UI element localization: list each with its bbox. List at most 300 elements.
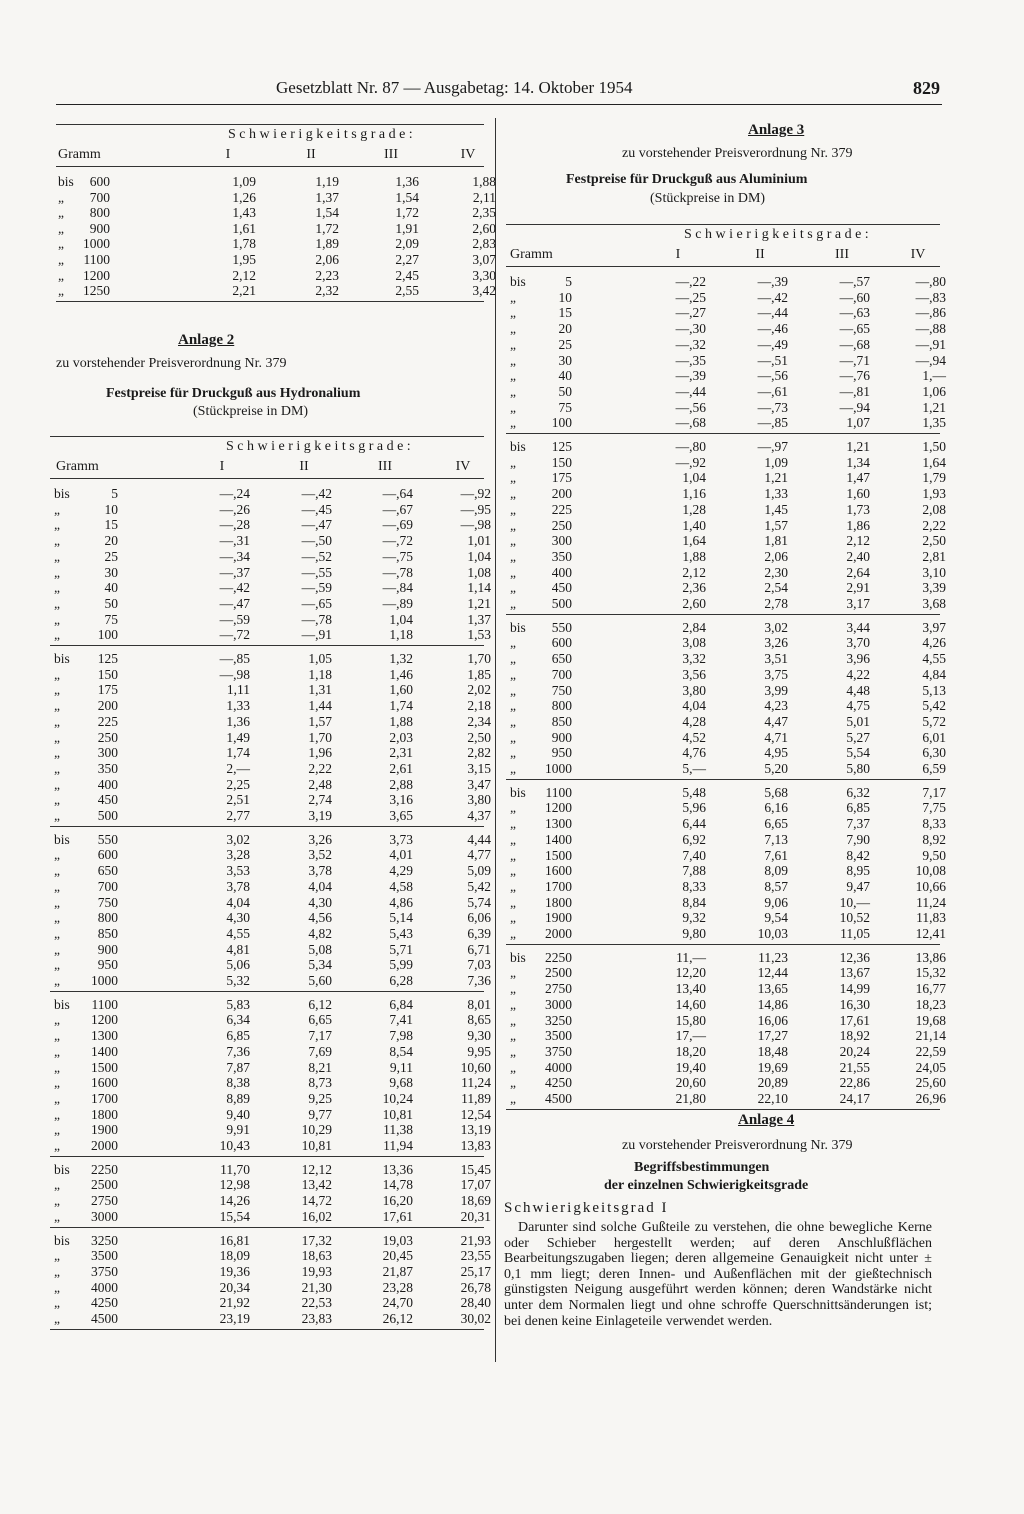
price-cell: —,35 <box>675 352 706 368</box>
price-cell: 13,86 <box>915 949 946 965</box>
price-cell: 21,92 <box>219 1295 250 1311</box>
price-cell: —,26 <box>219 501 250 517</box>
price-cell: 15,54 <box>219 1208 250 1224</box>
price-cell: —,71 <box>839 352 870 368</box>
group-rule <box>50 826 484 827</box>
price-cell: 6,71 <box>467 941 491 957</box>
price-cell: 1,57 <box>308 713 332 729</box>
weight-prefix: „ <box>54 910 60 926</box>
price-cell: 1,34 <box>846 454 870 470</box>
anlage-3-label: Anlage 3 <box>748 122 805 138</box>
weight-grams: 125 <box>551 439 572 454</box>
price-cell: 3,07 <box>472 252 496 267</box>
weight-grams: 950 <box>551 745 572 761</box>
table-row <box>506 368 946 384</box>
price-cell: 20,31 <box>460 1208 491 1224</box>
price-cell: 10,03 <box>757 926 788 941</box>
weight-grams: 100 <box>97 627 118 643</box>
grade-column-header: IV <box>460 147 476 162</box>
weight-prefix: „ <box>510 745 516 761</box>
price-cell: —,47 <box>301 517 332 533</box>
price-cell: 23,83 <box>301 1311 332 1326</box>
table-row <box>506 965 946 981</box>
weight-prefix: „ <box>510 698 516 714</box>
price-cell: 1,21 <box>846 439 870 454</box>
price-cell: 1,74 <box>389 698 413 714</box>
weight-grams: 800 <box>89 205 110 221</box>
price-cell: 7,37 <box>846 816 870 832</box>
price-cell: 15,45 <box>460 1161 491 1177</box>
price-cell: 2,88 <box>389 776 413 792</box>
price-table-1 <box>56 112 496 312</box>
weight-prefix: „ <box>510 666 516 682</box>
price-cell: —,88 <box>915 321 946 337</box>
weight-grams: 300 <box>97 745 118 761</box>
price-cell: —,22 <box>675 274 706 289</box>
price-cell: —,91 <box>915 336 946 352</box>
weight-prefix: „ <box>510 1028 516 1044</box>
weight-grams: 30 <box>558 352 572 368</box>
anlage-4-subtitle: zu vorstehender Preisverordnung Nr. 379 <box>622 1138 853 1153</box>
table-row <box>50 1012 491 1028</box>
price-cell: 18,63 <box>301 1248 332 1264</box>
weight-prefix: „ <box>54 1177 60 1193</box>
price-cell: 3,51 <box>764 651 788 667</box>
price-cell: 4,81 <box>226 941 250 957</box>
weight-grams: 1400 <box>545 831 572 847</box>
anlage-2-title: Festpreise für Druckguß aus Hydronalium <box>106 386 361 401</box>
price-cell: 2,50 <box>467 729 491 745</box>
price-cell: 4,71 <box>764 729 788 745</box>
weight-prefix: „ <box>54 517 60 533</box>
price-cell: 12,44 <box>757 965 788 981</box>
price-cell: 11,24 <box>461 1075 491 1091</box>
price-cell: 8,33 <box>922 816 946 832</box>
table-row <box>56 283 496 299</box>
table-row <box>50 1138 491 1154</box>
weight-grams: 225 <box>97 713 118 729</box>
price-cell: —,47 <box>219 595 250 611</box>
weight-grams: 1100 <box>83 252 110 267</box>
price-cell: —,92 <box>460 486 491 501</box>
price-cell: 3,53 <box>226 863 250 879</box>
price-cell: —,59 <box>301 580 332 596</box>
table-row <box>506 321 946 337</box>
price-cell: 7,88 <box>682 863 706 879</box>
price-cell: —,34 <box>219 548 250 564</box>
weight-grams: 900 <box>89 220 110 236</box>
price-cell: 7,03 <box>467 957 491 973</box>
weight-grams: 20 <box>104 533 118 549</box>
price-cell: 4,86 <box>389 894 413 910</box>
price-table-2 <box>50 424 491 1358</box>
price-cell: 14,26 <box>219 1193 250 1209</box>
price-cell: 5,14 <box>389 910 413 926</box>
weight-prefix: „ <box>510 894 516 910</box>
price-cell: 2,78 <box>764 596 788 611</box>
table-row <box>50 863 491 879</box>
weight-prefix: bis <box>54 1232 70 1248</box>
table-row <box>506 863 946 879</box>
price-cell: 23,55 <box>460 1248 491 1264</box>
price-cell: —,49 <box>757 336 788 352</box>
price-cell: 1,54 <box>315 205 339 221</box>
weight-grams: 700 <box>89 189 110 205</box>
price-cell: 2,36 <box>682 580 706 596</box>
price-cell: 6,06 <box>467 910 491 926</box>
price-cell: 2,21 <box>232 283 256 299</box>
price-cell: 1,78 <box>232 236 256 252</box>
price-cell: 9,11 <box>389 1059 413 1075</box>
price-cell: 3,80 <box>467 792 491 808</box>
price-cell: 6,12 <box>308 996 332 1012</box>
price-cell: 9,40 <box>226 1106 250 1122</box>
weight-grams: 1600 <box>545 863 572 879</box>
weight-grams: 175 <box>97 682 118 698</box>
weight-grams: 4500 <box>91 1311 118 1326</box>
weight-grams: 800 <box>97 910 118 926</box>
table-row <box>50 580 491 596</box>
table-row <box>50 1106 491 1123</box>
price-cell: 6,65 <box>764 816 788 832</box>
price-cell: 6,59 <box>922 761 946 776</box>
price-cell: 21,87 <box>382 1263 413 1279</box>
price-cell: —,80 <box>675 439 706 454</box>
price-cell: 2,82 <box>467 745 491 761</box>
price-cell: 6,85 <box>846 800 870 816</box>
weight-prefix: „ <box>510 564 516 580</box>
price-cell: 1,91 <box>395 220 419 236</box>
price-cell: 1,44 <box>308 698 332 714</box>
grade-definition-paragraph: Darunter sind solche Gußteile zu verstehen, die ohne bewegliche Kerne oder Schieber hergestellt werden; auf deren Anschlußflächen Bearbeitungszugaben liegen; deren allgemeine Genauigkeit nicht unter ± 0,1 mm liegt; deren Innen- und Außenflächen mit der gießtechnisch günstigsten Neigung ausgeführt werden können; deren Wandstärke nicht unter dem Normalen liegt und ohne schroffe Querschnittsänderungen ist; bei denen keine Einlageteile verwendet werden. <box>504 1220 932 1329</box>
price-cell: 1,08 <box>467 564 491 580</box>
table-row <box>50 1075 491 1091</box>
price-cell: —,44 <box>757 305 788 321</box>
price-cell: 4,01 <box>389 847 413 863</box>
price-cell: 6,65 <box>308 1012 332 1028</box>
table-row <box>506 548 946 565</box>
price-cell: 2,61 <box>389 760 413 776</box>
price-cell: 18,23 <box>915 996 946 1012</box>
price-cell: 5,34 <box>308 957 332 973</box>
weight-grams: 15 <box>104 517 118 533</box>
weight-grams: 1000 <box>83 236 110 252</box>
weight-prefix: „ <box>510 580 516 596</box>
price-cell: —,89 <box>382 595 413 611</box>
group-rule <box>50 1227 484 1228</box>
price-cell: 11,— <box>676 949 706 965</box>
weight-prefix: „ <box>510 800 516 816</box>
price-cell: —,68 <box>839 336 870 352</box>
weight-grams: 550 <box>551 619 572 635</box>
price-cell: 18,69 <box>460 1193 491 1209</box>
price-cell: 4,84 <box>922 666 946 682</box>
price-cell: 2,60 <box>472 220 496 236</box>
table-row <box>50 595 491 612</box>
price-cell: —,56 <box>757 368 788 384</box>
price-cell: 4,52 <box>682 729 706 745</box>
weight-prefix: „ <box>510 1059 516 1075</box>
price-cell: 1,16 <box>682 486 706 502</box>
table-row <box>506 816 946 832</box>
price-cell: 5,06 <box>226 957 250 973</box>
grade-column-header: II <box>755 247 765 262</box>
price-cell: 1,37 <box>467 611 491 627</box>
price-cell: 9,47 <box>846 878 870 894</box>
price-cell: 2,77 <box>226 808 250 823</box>
weight-grams: 700 <box>551 666 572 682</box>
price-cell: —,84 <box>382 580 413 596</box>
weight-prefix: „ <box>58 283 64 299</box>
weight-prefix: „ <box>510 1075 516 1091</box>
price-cell: 3,30 <box>472 267 496 283</box>
price-cell: 5,48 <box>682 784 706 800</box>
table-row <box>506 800 946 816</box>
table-bottom-rule <box>506 1109 940 1110</box>
table-row <box>506 439 946 455</box>
price-cell: 6,28 <box>389 973 413 988</box>
price-cell: 5,01 <box>846 713 870 729</box>
price-cell: 11,89 <box>461 1090 491 1106</box>
weight-grams: 40 <box>104 580 118 596</box>
weight-prefix: „ <box>54 808 60 823</box>
price-cell: 9,30 <box>467 1028 491 1044</box>
price-cell: 16,77 <box>915 981 946 997</box>
weight-prefix: „ <box>510 651 516 667</box>
price-cell: 6,39 <box>467 925 491 941</box>
weight-prefix: „ <box>510 486 516 502</box>
table-row <box>506 949 946 966</box>
weight-grams: 300 <box>551 533 572 549</box>
price-cell: —,78 <box>382 564 413 580</box>
price-cell: 2,12 <box>682 564 706 580</box>
table-row <box>50 745 491 761</box>
price-cell: —,76 <box>839 368 870 384</box>
price-cell: 3,80 <box>682 682 706 698</box>
price-cell: —,81 <box>839 383 870 399</box>
price-cell: 1,79 <box>922 470 946 486</box>
price-cell: 26,78 <box>460 1279 491 1295</box>
weight-prefix: bis <box>54 486 70 501</box>
price-cell: 14,60 <box>675 996 706 1012</box>
weight-grams: 75 <box>104 611 118 627</box>
weight-prefix: bis <box>510 949 526 965</box>
table-row <box>50 1279 491 1296</box>
price-cell: 3,15 <box>467 760 491 776</box>
price-cell: —,92 <box>675 454 706 470</box>
price-cell: —,51 <box>757 352 788 368</box>
price-cell: 2,48 <box>308 776 332 792</box>
table-row <box>506 910 946 926</box>
weight-prefix: „ <box>58 267 64 283</box>
price-cell: 4,95 <box>764 745 788 761</box>
weight-prefix: „ <box>510 729 516 745</box>
price-cell: 4,76 <box>682 745 706 761</box>
table-row <box>506 336 946 353</box>
price-cell: 18,48 <box>757 1043 788 1059</box>
group-rule <box>506 433 940 434</box>
price-cell: 1,33 <box>226 698 250 714</box>
group-rule <box>506 944 940 945</box>
weight-prefix: „ <box>510 926 516 941</box>
price-cell: 2,27 <box>395 252 419 267</box>
price-cell: 3,08 <box>682 635 706 651</box>
table-row <box>50 925 491 942</box>
table-row <box>506 415 946 431</box>
grade-column-header: II <box>299 459 309 474</box>
price-cell: 22,53 <box>301 1295 332 1311</box>
price-cell: —,30 <box>675 321 706 337</box>
price-cell: 1,85 <box>467 666 491 682</box>
table-row <box>506 666 946 683</box>
price-cell: 2,22 <box>308 760 332 776</box>
price-cell: 9,80 <box>682 926 706 941</box>
table-row <box>50 533 491 549</box>
table-row <box>50 831 491 848</box>
weight-grams: 200 <box>97 698 118 714</box>
price-cell: 3,44 <box>846 619 870 635</box>
price-cell: —,31 <box>219 533 250 549</box>
price-cell: 4,77 <box>467 847 491 863</box>
price-cell: 4,47 <box>764 713 788 729</box>
weight-grams: 1300 <box>91 1028 118 1044</box>
weight-prefix: „ <box>54 941 60 957</box>
price-cell: 1,88 <box>682 548 706 564</box>
weight-prefix: „ <box>58 236 64 252</box>
table-row <box>50 941 491 958</box>
weight-grams: 15 <box>558 305 572 321</box>
price-cell: 4,44 <box>467 831 491 847</box>
price-cell: 5,80 <box>846 761 870 776</box>
price-cell: 13,65 <box>757 981 788 997</box>
table-row <box>50 1248 491 1264</box>
weight-prefix: „ <box>54 533 60 549</box>
price-cell: 4,30 <box>308 894 332 910</box>
price-cell: 9,06 <box>764 894 788 910</box>
weight-grams: 600 <box>89 174 110 189</box>
grade-column-header: IV <box>910 247 926 262</box>
price-cell: 3,97 <box>922 619 946 635</box>
weight-prefix: „ <box>510 336 516 352</box>
price-cell: —,94 <box>915 352 946 368</box>
weight-prefix: „ <box>54 729 60 745</box>
price-cell: 2,25 <box>226 776 250 792</box>
table-top-rule <box>506 224 940 225</box>
weight-prefix: „ <box>54 1122 60 1138</box>
price-cell: 6,16 <box>764 800 788 816</box>
weight-grams: 10 <box>104 501 118 517</box>
price-cell: 7,36 <box>226 1043 250 1059</box>
price-cell: 2,91 <box>846 580 870 596</box>
weight-prefix: „ <box>510 548 516 564</box>
price-cell: 3,78 <box>226 878 250 894</box>
price-cell: 3,47 <box>467 776 491 792</box>
weight-grams: 5 <box>565 274 572 289</box>
price-cell: 3,56 <box>682 666 706 682</box>
price-cell: 8,54 <box>389 1043 413 1059</box>
price-cell: 5,20 <box>764 761 788 776</box>
table-row <box>50 1311 491 1327</box>
price-cell: 17,— <box>675 1028 706 1044</box>
price-cell: 2,40 <box>846 548 870 564</box>
weight-grams: 1700 <box>91 1090 118 1106</box>
price-cell: 1,11 <box>226 682 250 698</box>
price-cell: 2,83 <box>472 236 496 252</box>
price-cell: 18,20 <box>675 1043 706 1059</box>
price-cell: 4,37 <box>467 808 491 823</box>
price-cell: 2,34 <box>467 713 491 729</box>
price-cell: 1,32 <box>389 651 413 666</box>
price-cell: 7,90 <box>846 831 870 847</box>
anlage-3-subtitle: zu vorstehender Preisverordnung Nr. 379 <box>622 146 853 161</box>
price-cell: 3,68 <box>922 596 946 611</box>
table-row <box>50 847 491 863</box>
price-cell: 7,40 <box>682 847 706 863</box>
weight-prefix: „ <box>54 760 60 776</box>
weight-grams: 25 <box>558 336 572 352</box>
weight-prefix: „ <box>510 352 516 368</box>
price-cell: 8,92 <box>922 831 946 847</box>
weight-prefix: „ <box>510 501 516 517</box>
weight-prefix: „ <box>510 1043 516 1059</box>
table-row <box>506 533 946 549</box>
price-cell: —,80 <box>915 274 946 289</box>
weight-grams: 2500 <box>545 965 572 981</box>
weight-prefix: „ <box>510 399 516 415</box>
price-cell: 14,78 <box>382 1177 413 1193</box>
table-row <box>50 682 491 698</box>
price-cell: 5,74 <box>467 894 491 910</box>
price-cell: 11,83 <box>916 910 946 926</box>
weight-prefix: „ <box>54 1012 60 1028</box>
grades-label: Schwierigkeitsgrade: <box>226 439 415 454</box>
price-cell: 3,52 <box>308 847 332 863</box>
table-row <box>50 1193 491 1209</box>
table-row <box>50 996 491 1013</box>
price-cell: 3,10 <box>922 564 946 580</box>
price-cell: 2,50 <box>922 533 946 549</box>
price-cell: 19,03 <box>382 1232 413 1248</box>
group-rule <box>506 614 940 615</box>
weight-prefix: „ <box>54 863 60 879</box>
price-cell: 19,69 <box>757 1059 788 1075</box>
price-cell: 2,32 <box>315 283 339 299</box>
weight-grams: 2500 <box>91 1177 118 1193</box>
weight-prefix: „ <box>510 321 516 337</box>
table-row <box>506 1028 946 1044</box>
weight-prefix: „ <box>54 548 60 564</box>
weight-grams: 3500 <box>545 1028 572 1044</box>
price-cell: 7,69 <box>308 1043 332 1059</box>
weight-grams: 1600 <box>91 1075 118 1091</box>
table-row <box>506 1059 946 1076</box>
weight-prefix: „ <box>54 1043 60 1059</box>
table-row <box>50 651 491 667</box>
weight-prefix: „ <box>510 878 516 894</box>
table-row <box>506 580 946 596</box>
price-cell: —,42 <box>301 486 332 501</box>
price-cell: 6,01 <box>922 729 946 745</box>
price-cell: 9,54 <box>764 910 788 926</box>
price-cell: 4,82 <box>308 925 332 941</box>
price-cell: 4,55 <box>922 651 946 667</box>
column-divider <box>495 118 496 1362</box>
price-cell: 1,50 <box>922 439 946 454</box>
table-row <box>506 894 946 911</box>
price-cell: 1,43 <box>232 205 256 221</box>
price-cell: 1,— <box>922 368 946 384</box>
weight-grams: 3750 <box>91 1263 118 1279</box>
